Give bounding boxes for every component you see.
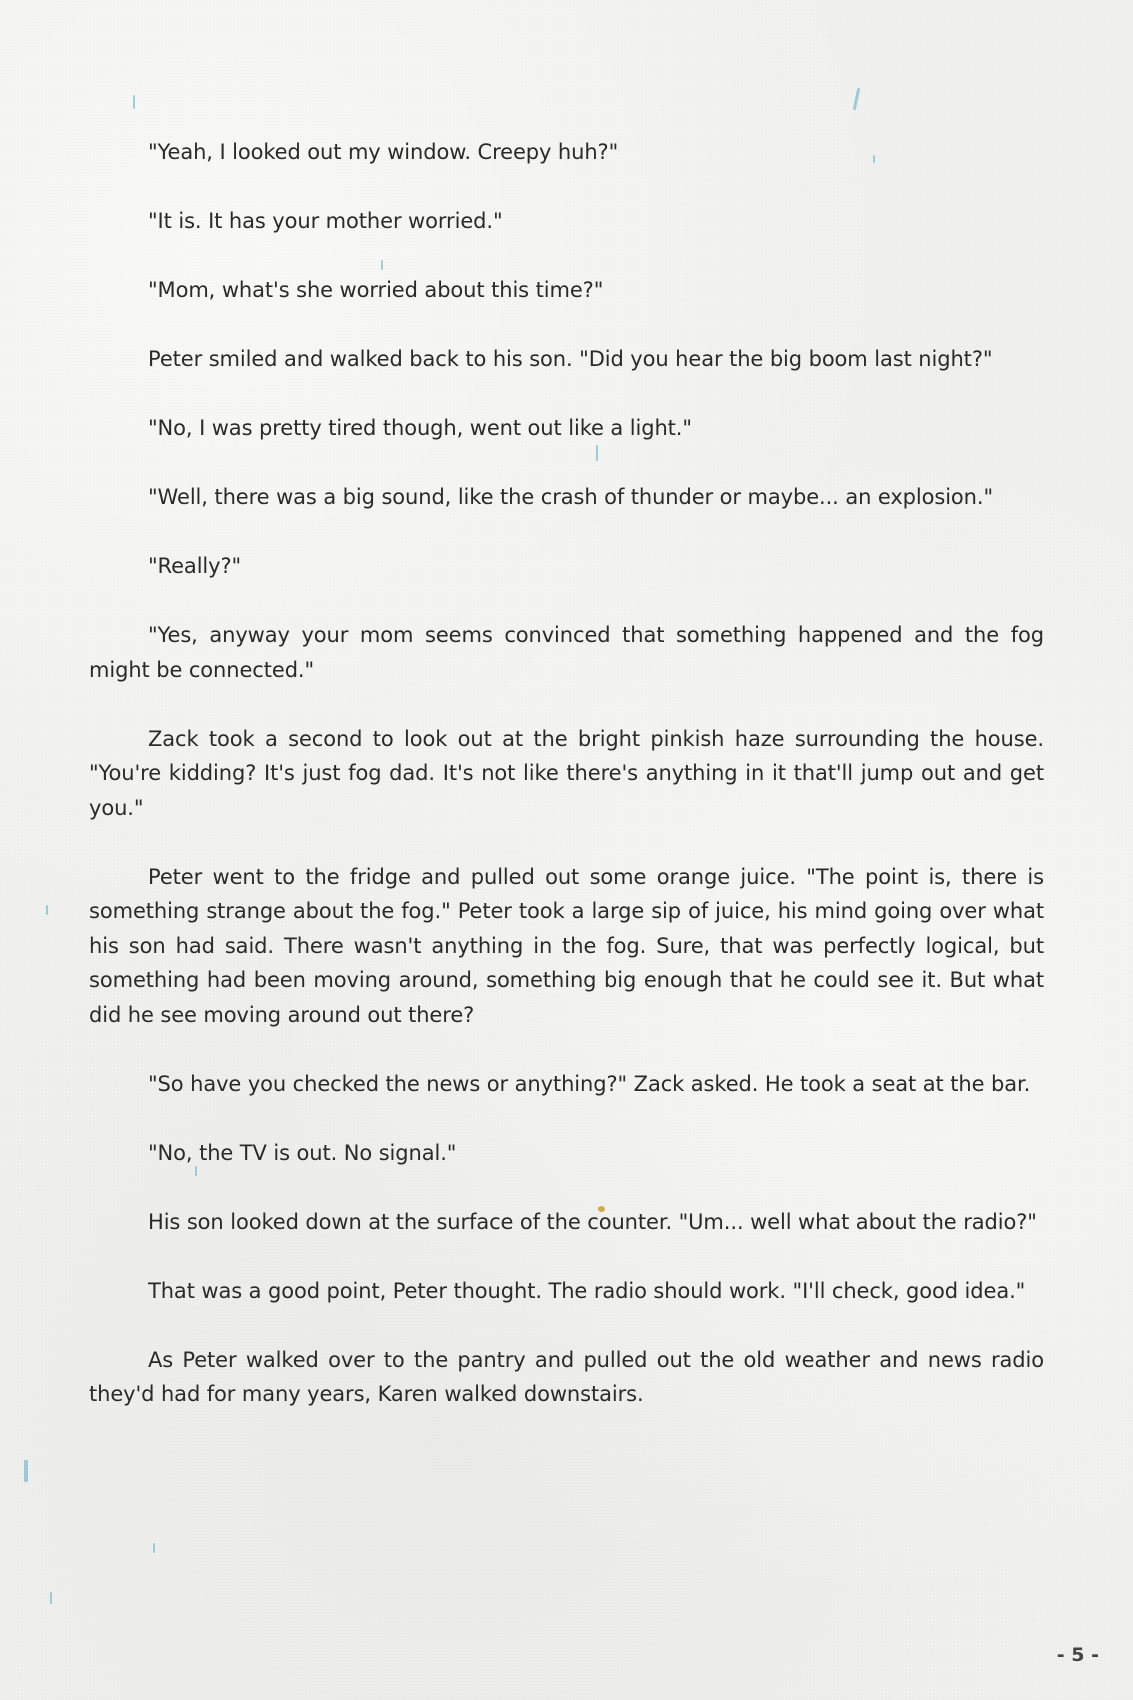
paragraph: His son looked down at the surface of the counter. "Um... well what about the radio?" (148, 1209, 1037, 1234)
paragraph: "No, I was pretty tired though, went out like a light." (148, 416, 692, 440)
paper-speck (153, 1543, 155, 1553)
paragraph: "Really?" (148, 554, 242, 578)
story-text (89, 135, 1044, 1446)
paper-speck (46, 905, 48, 915)
paper-speck (24, 1460, 28, 1482)
paragraph: "It is. It has your mother worried." (148, 209, 503, 233)
paragraph: "No, the TV is out. No signal." (148, 1140, 457, 1165)
paragraph: Peter smiled and walked back to his son. "Did you hear the big boom last night?" (148, 347, 993, 371)
paragraph: Zack took a second to look out at the bright pinkish haze surrounding the house. "You're kidding? It's just fog dad. It's not like there's anything in it that'll jump out and get you." (89, 726, 1044, 820)
paragraph: "So have you checked the news or anything?" Zack asked. He took a seat at the bar. (148, 1071, 1031, 1096)
paper-speck (133, 95, 135, 109)
paper-speck (50, 1592, 52, 1604)
paper-speck (853, 88, 861, 110)
paragraph: "Yeah, I looked out my window. Creepy huh?" (148, 140, 619, 164)
paragraph: As Peter walked over to the pantry and pulled out the old weather and news radio they'd had for many years, Karen walked downstairs. (89, 1347, 1044, 1406)
paragraph: That was a good point, Peter thought. The radio should work. "I'll check, good idea." (148, 1278, 1026, 1303)
page-number: - 5 - (1056, 1644, 1099, 1666)
paragraph: "Well, there was a big sound, like the crash of thunder or maybe... an explosion." (148, 485, 994, 509)
paragraph: "Yes, anyway your mom seems convinced that something happened and the fog might be connected." (89, 623, 1044, 682)
paragraph: "Mom, what's she worried about this time?" (148, 278, 604, 302)
paragraph: Peter went to the fridge and pulled out some orange juice. "The point is, there is something strange about the fog." Peter took a large sip of juice, his mind going over what his son had said. There wasn't anything in the fog. Sure, that was perfectly logical, but something had been moving around, something big enough that he could see it. But what did he see moving around out there? (89, 864, 1044, 1027)
